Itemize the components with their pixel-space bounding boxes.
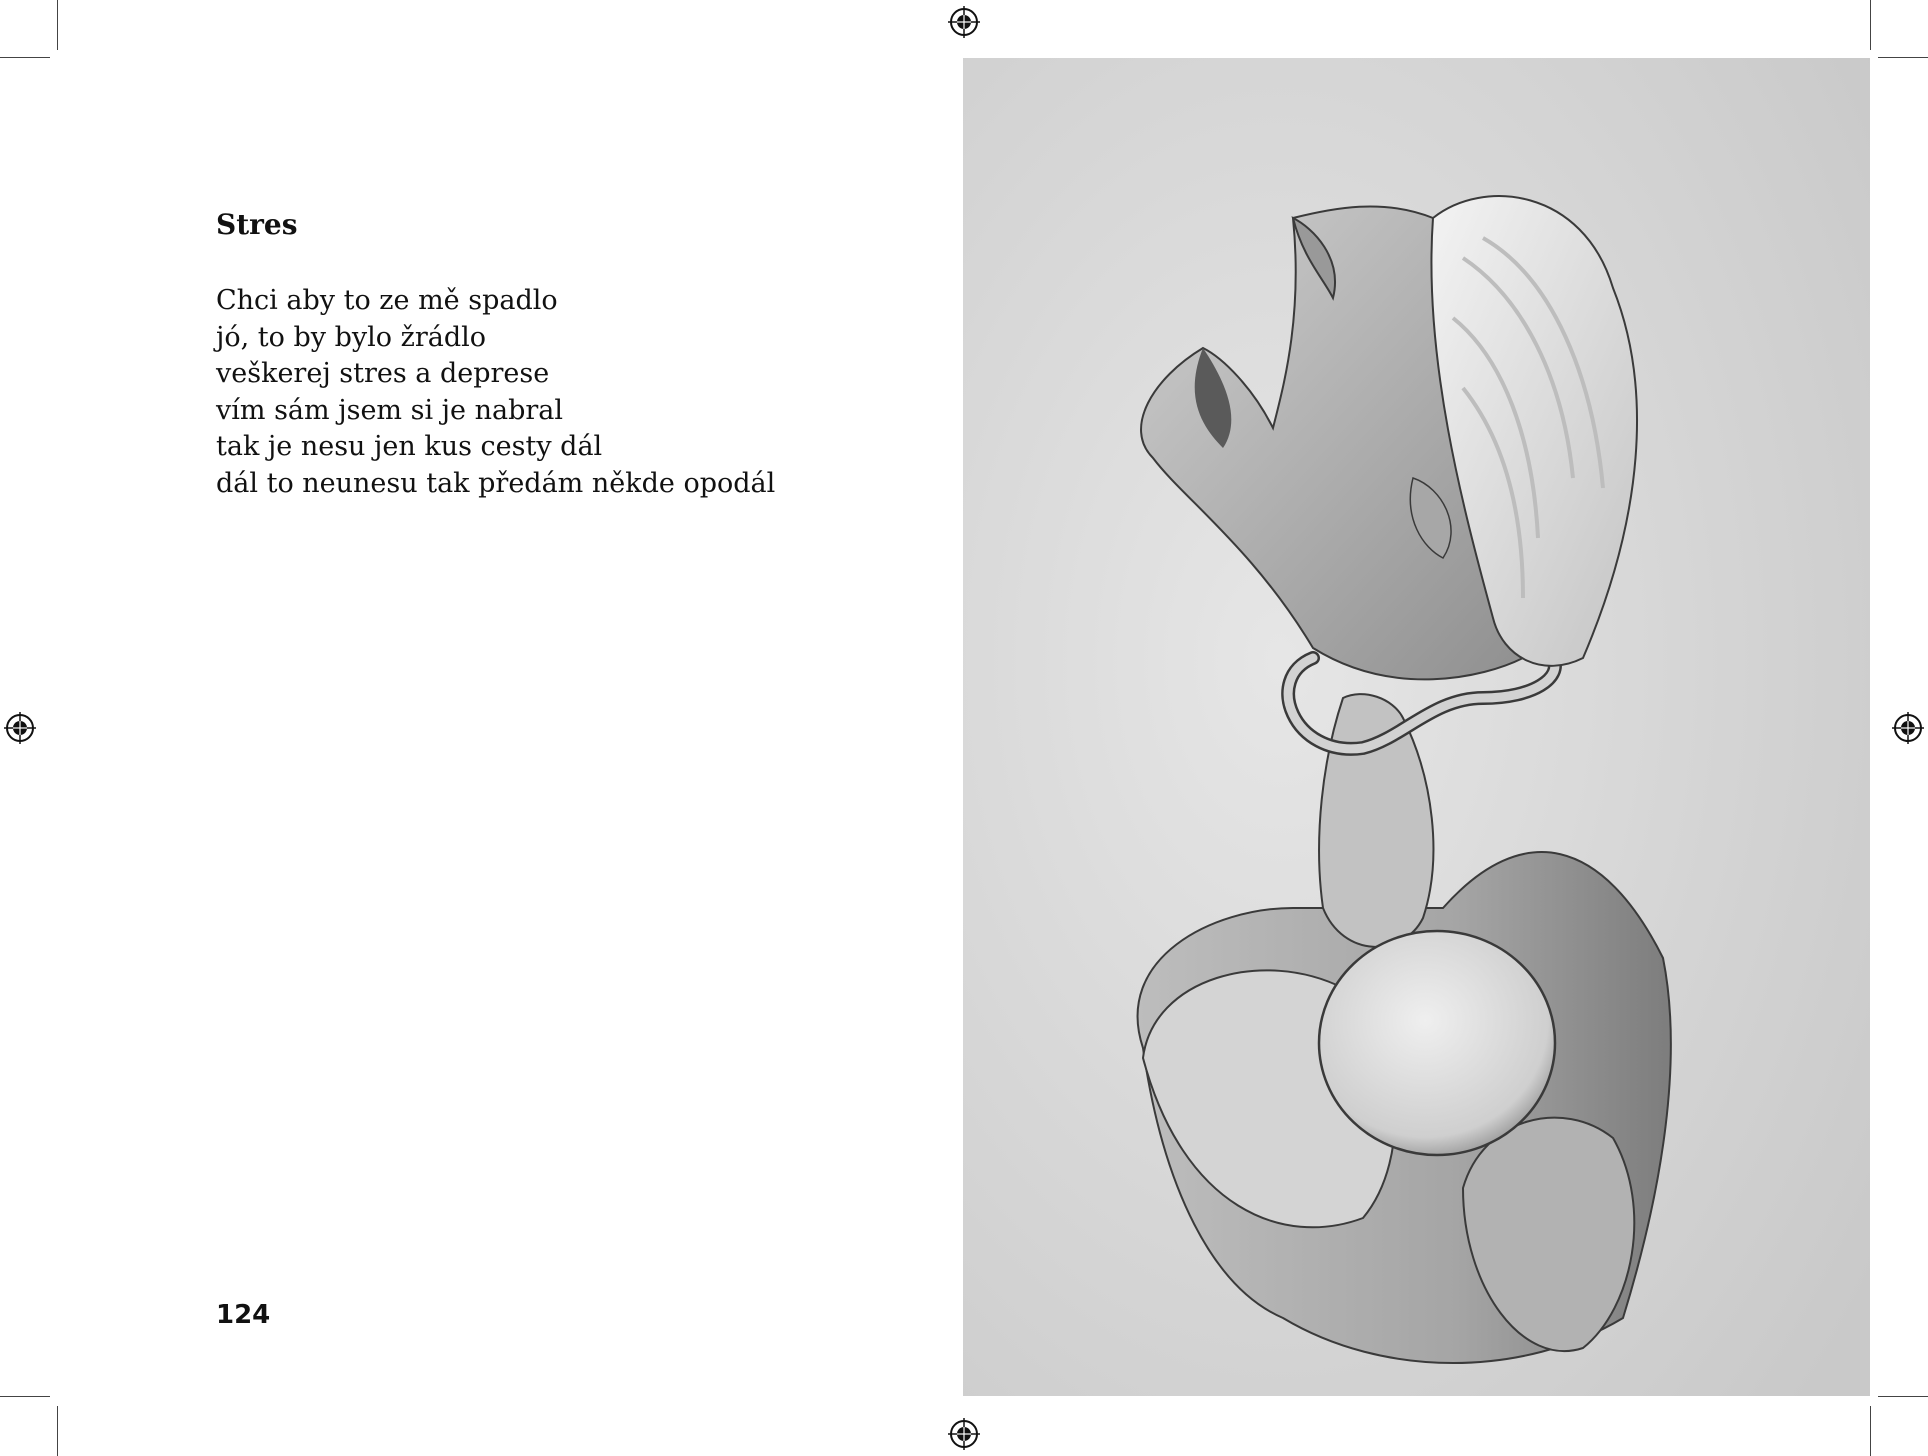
crop-mark-top-right-h — [1878, 57, 1928, 58]
poem-body — [216, 283, 775, 503]
crop-mark-bottom-left-v — [57, 1406, 58, 1456]
crop-mark-top-left-h — [0, 57, 50, 58]
poem-line: tak je nesu jen kus cesty dál — [216, 431, 603, 463]
poem-line: dál to neunesu tak předám někde opodál — [216, 467, 776, 499]
crop-mark-top-right-v — [1870, 0, 1871, 50]
poem-title: Stres — [216, 208, 298, 241]
crosshair-circle-icon — [948, 1418, 980, 1450]
crop-mark-bottom-right-v — [1870, 1406, 1871, 1456]
crop-mark-bottom-right-h — [1878, 1396, 1928, 1397]
poem-line: veškerej stres a deprese — [216, 358, 550, 390]
poem-line: jó, to by bylo žrádlo — [216, 321, 487, 353]
crop-mark-top-left-v — [57, 0, 58, 50]
crosshair-circle-icon — [4, 712, 36, 744]
poem-line: Chci aby to ze mě spadlo — [216, 285, 558, 316]
crosshair-circle-icon — [1892, 712, 1924, 744]
pencil-illustration — [963, 58, 1870, 1396]
poem-line: vím sám jsem si je nabral — [216, 394, 564, 426]
crosshair-circle-icon — [948, 6, 980, 38]
page-number: 124 — [216, 1300, 271, 1330]
crop-mark-bottom-left-h — [0, 1396, 50, 1397]
central-disc — [1319, 931, 1555, 1155]
